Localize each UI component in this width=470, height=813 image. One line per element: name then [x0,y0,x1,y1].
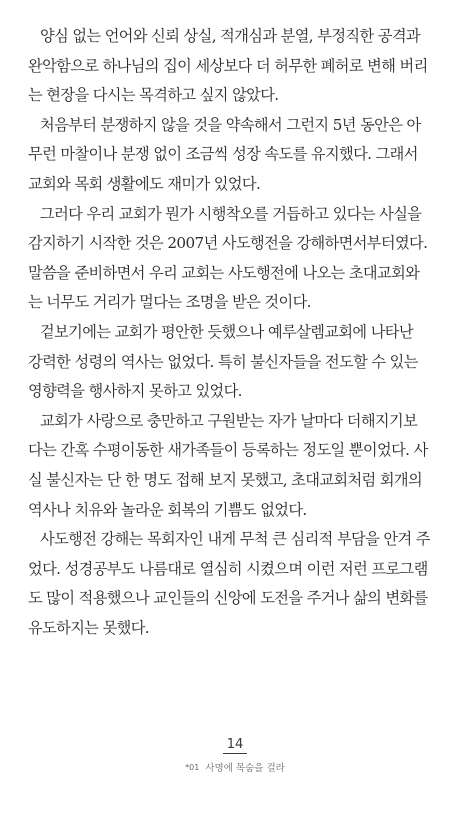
footer-mark: *01 [185,763,200,772]
text-line: 처음부터 분쟁하지 않을 것을 약속해서 그런지 5년 동안은 아 [40,115,421,134]
text-line: 말씀을 준비하면서 우리 교회는 사도행전에 나오는 초대교회와 [28,263,420,282]
text-line: 강력한 성령의 역사는 없었다. 특히 불신자들을 전도할 수 있는 [28,352,418,371]
text-line: 완악함으로 하나님의 집이 세상보다 더 허무한 폐허로 변해 버리 [28,56,428,75]
text-line: 영향력을 행사하지 못하고 있었다. [28,382,242,401]
text-line: 겉보기에는 교회가 평안한 듯했으나 예루살렘교회에 나타난 [40,322,413,341]
running-title: 사명에 목숨을 걸라 [205,763,285,774]
text-line: 그러다 우리 교회가 뭔가 시행착오를 거듭하고 있다는 사실을 [40,204,422,223]
text-line: 사도행전 강해는 목회자인 내게 무척 큰 심리적 부담을 안겨 주 [40,530,430,549]
text-line: 양심 없는 언어와 신뢰 상실, 적개심과 분열, 부정직한 공격과 [40,27,420,45]
page-number-text: 14 [223,737,248,754]
text-line: 는 현장을 다시는 목격하고 싶지 않았다. [28,86,279,105]
text-line: 역사나 치유와 놀라운 회복의 기쁨도 없었다. [28,500,307,519]
text-line: 다는 간혹 수평이동한 새가족들이 등록하는 정도일 뿐이었다. 사 [28,441,428,460]
running-footer [0,760,470,774]
text-line: 었다. 성경공부도 나름대로 열심히 시켰으며 이런 저런 프로그램 [28,559,428,578]
text-line: 무런 마찰이나 분쟁 없이 조금씩 성장 속도를 유지했다. 그래서 [28,145,418,164]
text-line: 교회가 사랑으로 충만하고 구원받는 자가 날마다 더해지기보 [40,411,418,430]
text-line: 감지하기 시작한 것은 2007년 사도행전을 강해하면서부터였다. [28,234,428,253]
body-text [28,22,446,643]
page-number [0,737,470,754]
text-line: 유도하지는 못했다. [28,618,150,637]
text-line: 도 많이 적용했으나 교인들의 신앙에 도전을 주거나 삶의 변화를 [28,589,428,608]
text-line: 실 불신자는 단 한 명도 접해 보지 못했고, 초대교회처럼 회개의 [28,470,423,489]
text-line: 는 너무도 거리가 멀다는 조명을 받은 것이다. [28,293,311,312]
text-line: 교회와 목회 생활에도 재미가 있었다. [28,174,261,193]
